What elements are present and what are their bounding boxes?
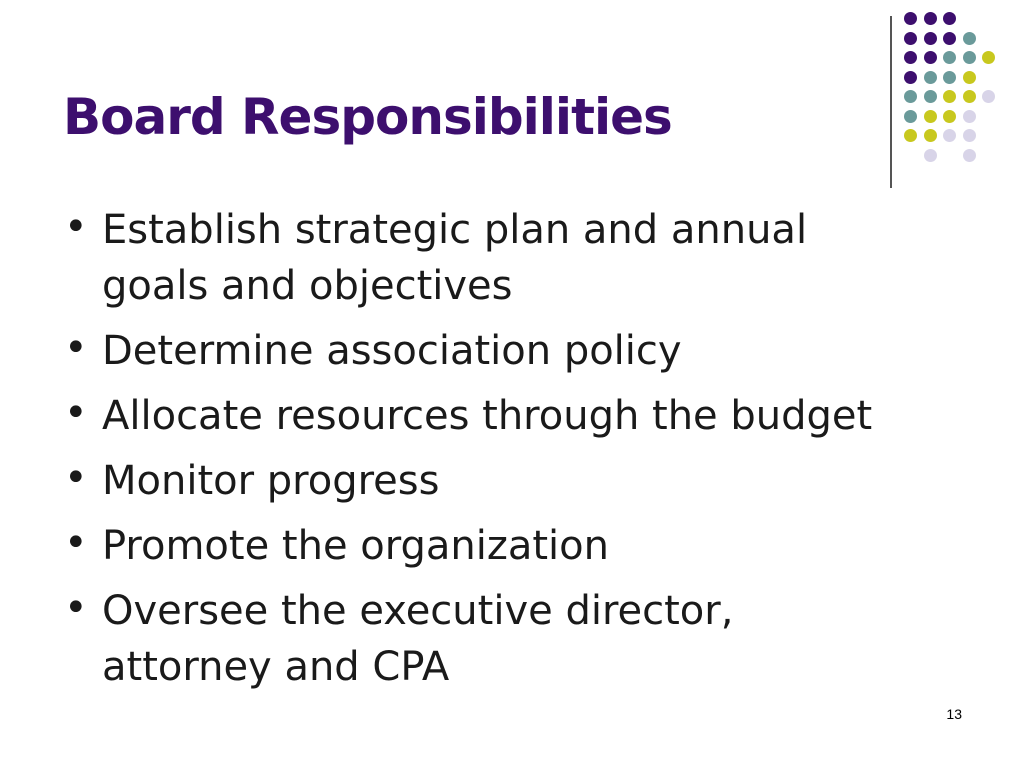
bullet-item [62,388,902,444]
dot-lavender [963,149,976,162]
dot-lavender [963,129,976,142]
bullet-text: Determine association policy [102,328,682,374]
bullet-icon: • [64,585,88,631]
dot-lime [963,90,976,103]
decorative-dot-grid [904,12,1014,172]
bullet-list [62,202,902,704]
dot-lavender [982,90,995,103]
dot-lavender [943,129,956,142]
page-number: 13 [946,706,962,722]
dot-lavender [924,149,937,162]
bullet-item [62,518,902,574]
dot-teal [963,51,976,64]
dot-purple [943,32,956,45]
dot-lime [963,71,976,84]
bullet-text: Monitor progress [102,458,440,504]
bullet-item [62,202,902,314]
bullet-text: Oversee the executive director, attorney and CPA [102,588,734,690]
bullet-icon: • [64,455,88,501]
bullet-icon: • [64,520,88,566]
dot-lavender [963,110,976,123]
bullet-text: Allocate resources through the budget [102,393,873,439]
dot-teal [943,71,956,84]
dot-lime [924,110,937,123]
dot-purple [924,12,937,25]
dot-lime [943,90,956,103]
dot-teal [924,71,937,84]
dot-teal [943,51,956,64]
bullet-item [62,323,902,379]
dot-teal [904,110,917,123]
bullet-text: Establish strategic plan and annual goals and objectives [102,207,808,309]
dot-lime [982,51,995,64]
dot-purple [904,32,917,45]
dot-purple [943,12,956,25]
dot-lime [904,129,917,142]
dot-purple [924,32,937,45]
bullet-item [62,583,902,695]
dot-purple [904,12,917,25]
bullet-item [62,453,902,509]
dot-lime [924,129,937,142]
slide-title: Board Responsibilities [63,88,672,146]
bullet-icon: • [64,325,88,371]
bullet-icon: • [64,204,88,250]
dot-teal [924,90,937,103]
bullet-icon: • [64,390,88,436]
dot-teal [904,90,917,103]
dot-lime [943,110,956,123]
dot-purple [904,51,917,64]
dot-purple [924,51,937,64]
dot-purple [904,71,917,84]
bullet-text: Promote the organization [102,523,609,569]
vertical-divider [890,16,892,188]
dot-teal [963,32,976,45]
